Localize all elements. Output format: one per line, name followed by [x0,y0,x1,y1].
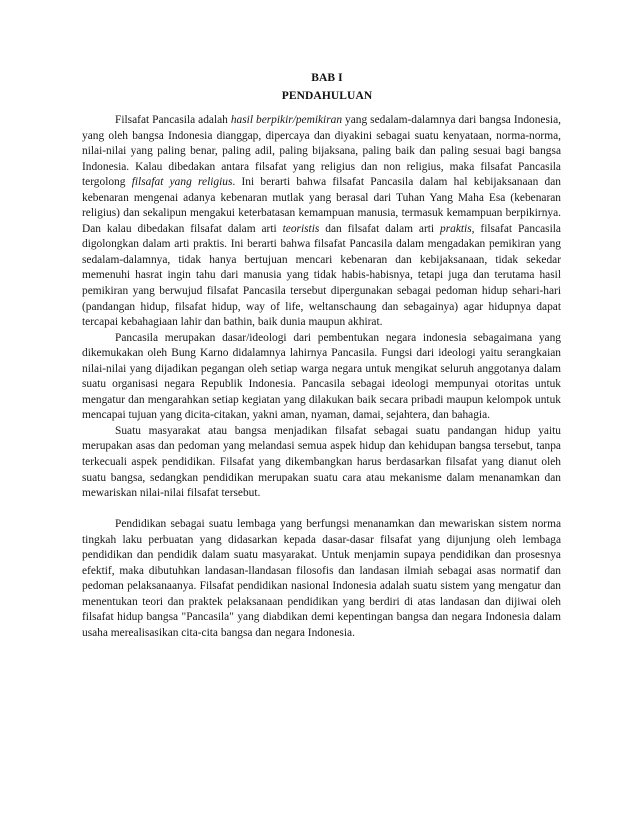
paragraph-pandangan-hidup: Suatu masyarakat atau bangsa menjadikan filsafat sebagai suatu pandangan hidup yaitu merupakan asas dan pedoman yang melandasi semua aspek hidup dan kehidupan bangsa tersebut, tanpa terkecuali aspek pendidikan. Filsafat yang dikembangkan harus berdasarkan filsafat yang dianut oleh suatu bangsa, sedangkan pendidikan merupakan suatu cara atau mekanisme dalam menanamkan dan mewariskan nilai-nilai filsafat tersebut. [82,424,561,500]
body-block-1 [82,113,561,502]
chapter-title: PENDAHULUAN [281,90,373,102]
paragraph-1-italic-1: hasil berpikir/pemikiran [230,114,343,126]
paragraph-1-italic-2: filsafat yang religius [131,176,233,189]
paragraph-1-text-2: yang sedalam-dalamnya dari bangsa Indonesia, yang oleh bangsa Indonesia dianggap, dipercaya dan diyakini sebagai suatu kenyataan, norma-norma, nilai-nilai yang paling benar, paling adil, paling bijaksana, paling baik dan paling sesuai bagi bangsa Indonesia. Kalau dibedakan antara filsafat yang religius dan non religius, maka filsafat Pancasila tergolong [82,114,561,189]
paragraph-1-italic-4: praktis, [440,222,475,235]
paragraph-filsafat-pancasila [82,113,561,331]
paragraph-1-text-1: Filsafat Pancasila adalah [115,114,231,126]
paragraph-1-italic-3: teoristis [282,222,320,235]
paragraph-1-text-4: dan filsafat dalam arti [319,222,441,235]
paragraph-pancasila-ideologi: Pancasila merupakan dasar/ideologi dari pembentukan negara indonesia sebagaimana yang dikemukakan oleh Bung Karno didalamnya lahirnya Pancasila. Fungsi dari ideologi yaitu serangkaian nilai-nilai yang dijadikan pegangan oleh setiap warga negara untuk mengikat seluruh anggotanya dalam suatu organisasi negara Republik Indonesia. Pancasila sebagai ideologi mempunyai otoritas untuk mengatur dan mengarahkan setiap kegiatan yang dilakukan baik secara pribadi maupun kelompok untuk mencapai tujuan yang dicita-citakan, yakni aman, nyaman, damai, sejahtera, dan bahagia. [82,331,561,422]
paragraph-1-text-3: . Ini berarti bahwa filsafat Pancasila dalam hal kebijaksanaan dan kebenaran mengenai adanya kebenaran mutlak yang berasal dari Tuhan Yang Maha Esa (kebenaran religius) dan sekalipun mengakui keterbatasan kemampuan manusia, termasuk kemampuan berpikirnya. Dan kalau dibedakan filsafat dalam arti [82,176,562,235]
chapter-label: BAB I [311,72,343,84]
paragraph-pendidikan: Pendidikan sebagai suatu lembaga yang berfungsi menanamkan dan mewariskan sistem norma tingkah laku perbuatan yang didasarkan kepada dasar-dasar filsafat yang dijunjung oleh lembaga pendidikan dan pendidik dalam suatu masyarakat. Untuk menjamin supaya pendidikan dan prosesnya efektif, maka dibutuhkan landasan-llandasan filosofis dan landasan ilmiah sebagai asas normatif dan pedoman pelaksanaanya. Filsafat pendidikan nasional Indonesia adalah suatu sistem yang mengatur dan menentukan teori dan praktek pelaksanaan pendidikan yang berdiri di atas landasan dan dijiwai oleh filsafat hidup bangsa "Pancasila" yang diabdikan demi kepentingan bangsa dan negara Indonesia dalam usaha merealisasikan cita-cita bangsa dan negara Indonesia. [82,518,561,639]
body-block-2 [82,517,561,641]
paragraph-1-text-5: filsafat Pancasila digolongkan dalam arti praktis. Ini berarti bahwa filsafat Pancasila dalam mengadakan pemikiran yang sedalam-dalamnya, tidak hanya bertujuan mencari kebenaran dan kebijaksanaan, tidak sekedar memenuhi hasrat ingin tahu dari manusia yang tidak habis-habisnya, tetapi juga dan terutama hasil pemikiran yang berwujud filsafat Pancasila tersebut dipergunakan sebagai pedoman hidup sehari-hari (pandangan hidup, filsafat hidup, way of life, weltanschaung dan sebagainya) agar hidupnya dapat tercapai kebahagiaan lahir dan bathin, baik dunia maupun akhirat. [82,222,561,329]
